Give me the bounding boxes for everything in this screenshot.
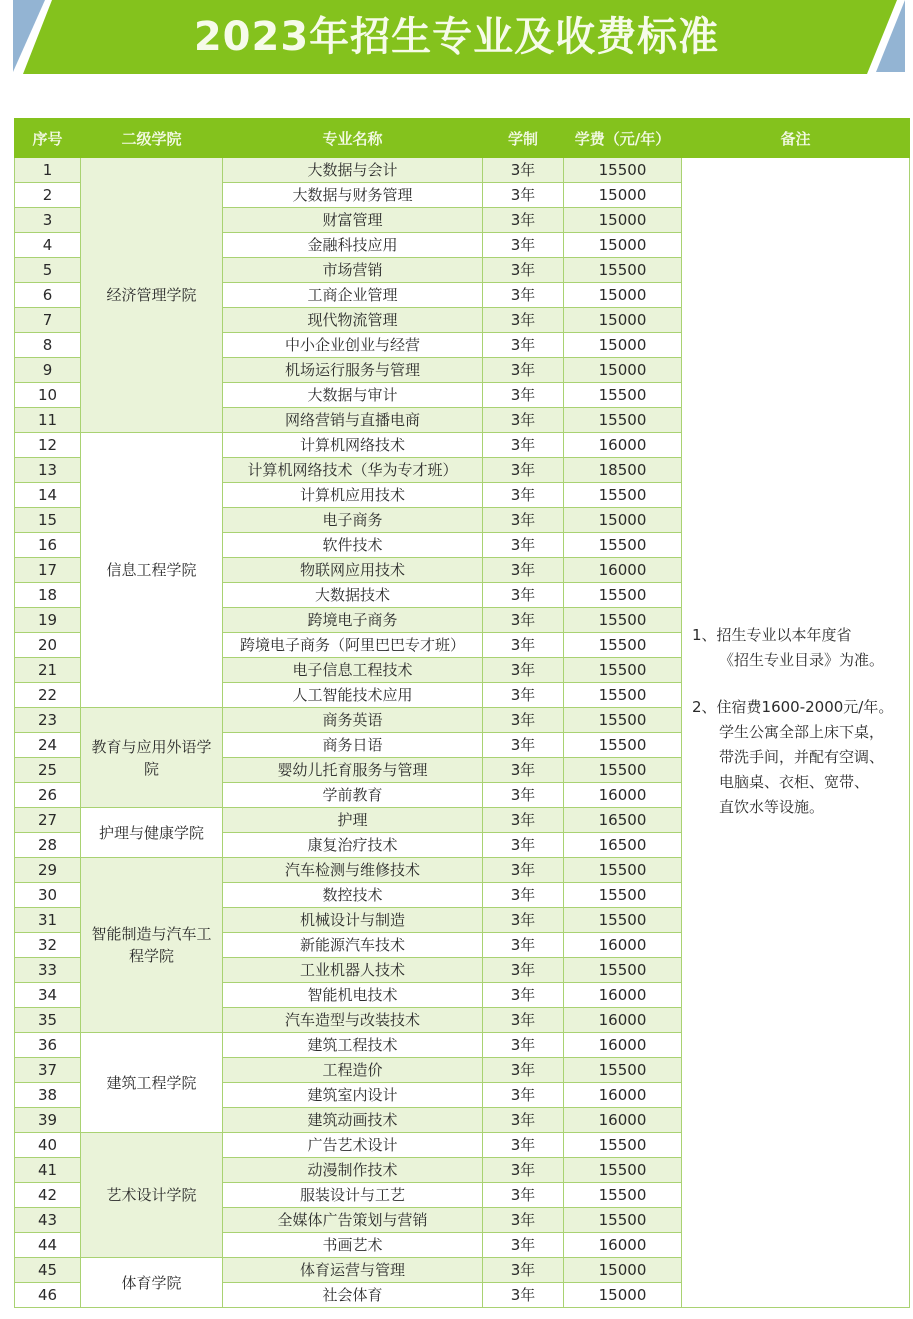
tuition-fee: 16000	[564, 783, 682, 808]
tuition-fee: 15500	[564, 408, 682, 433]
duration: 3年	[483, 208, 564, 233]
tuition-fee: 15500	[564, 1158, 682, 1183]
remark-item	[692, 695, 905, 820]
row-number: 6	[15, 283, 81, 308]
row-number: 45	[15, 1258, 81, 1283]
duration: 3年	[483, 458, 564, 483]
tuition-fee: 15500	[564, 958, 682, 983]
row-number: 24	[15, 733, 81, 758]
row-number: 31	[15, 908, 81, 933]
duration: 3年	[483, 658, 564, 683]
major-name: 计算机网络技术	[223, 433, 483, 458]
major-name: 人工智能技术应用	[223, 683, 483, 708]
remarks-content	[682, 158, 909, 820]
tuition-fee: 15500	[564, 258, 682, 283]
table-header	[15, 119, 910, 158]
tuition-fee: 15500	[564, 683, 682, 708]
major-name: 计算机网络技术（华为专才班）	[223, 458, 483, 483]
major-name: 工业机器人技术	[223, 958, 483, 983]
row-number: 34	[15, 983, 81, 1008]
tuition-fee: 15500	[564, 1133, 682, 1158]
major-name: 动漫制作技术	[223, 1158, 483, 1183]
college-name: 建筑工程学院	[81, 1033, 223, 1133]
major-name: 书画艺术	[223, 1233, 483, 1258]
row-number: 11	[15, 408, 81, 433]
duration: 3年	[483, 808, 564, 833]
row-number: 10	[15, 383, 81, 408]
major-name: 电子信息工程技术	[223, 658, 483, 683]
duration: 3年	[483, 1008, 564, 1033]
tuition-fee: 15500	[564, 708, 682, 733]
duration: 3年	[483, 608, 564, 633]
row-number: 38	[15, 1083, 81, 1108]
tuition-fee: 15500	[564, 758, 682, 783]
header-major: 专业名称	[223, 119, 483, 158]
major-name: 市场营销	[223, 258, 483, 283]
duration: 3年	[483, 1208, 564, 1233]
major-name: 学前教育	[223, 783, 483, 808]
duration: 3年	[483, 408, 564, 433]
row-number: 5	[15, 258, 81, 283]
duration: 3年	[483, 433, 564, 458]
duration: 3年	[483, 358, 564, 383]
duration: 3年	[483, 908, 564, 933]
major-name: 软件技术	[223, 533, 483, 558]
tuition-fee: 16000	[564, 1233, 682, 1258]
remarks-cell	[682, 158, 910, 1308]
duration: 3年	[483, 958, 564, 983]
major-name: 财富管理	[223, 208, 483, 233]
major-name: 物联网应用技术	[223, 558, 483, 583]
major-name: 全媒体广告策划与营销	[223, 1208, 483, 1233]
major-name: 建筑工程技术	[223, 1033, 483, 1058]
tuition-fee: 16500	[564, 833, 682, 858]
tuition-fee: 16000	[564, 1083, 682, 1108]
remark-line: 带洗手间，并配有空调、	[719, 748, 885, 766]
tuition-fee: 15500	[564, 733, 682, 758]
row-number: 32	[15, 933, 81, 958]
duration: 3年	[483, 1183, 564, 1208]
row-number: 16	[15, 533, 81, 558]
tuition-fee: 15500	[564, 658, 682, 683]
tuition-fee: 15500	[564, 633, 682, 658]
tuition-fee: 15000	[564, 308, 682, 333]
row-number: 9	[15, 358, 81, 383]
duration: 3年	[483, 708, 564, 733]
duration: 3年	[483, 1108, 564, 1133]
header-no: 序号	[15, 119, 81, 158]
table-row	[15, 158, 910, 183]
row-number: 12	[15, 433, 81, 458]
major-name: 汽车检测与维修技术	[223, 858, 483, 883]
major-name: 新能源汽车技术	[223, 933, 483, 958]
college-name: 教育与应用外语学院	[81, 708, 223, 808]
header-fee: 学费（元/年）	[564, 119, 682, 158]
row-number: 1	[15, 158, 81, 183]
major-name: 中小企业创业与经营	[223, 333, 483, 358]
major-name: 护理	[223, 808, 483, 833]
row-number: 15	[15, 508, 81, 533]
duration: 3年	[483, 258, 564, 283]
row-number: 13	[15, 458, 81, 483]
tuition-fee: 15500	[564, 883, 682, 908]
remark-line: 学生公寓全部上床下桌，	[719, 723, 885, 741]
major-name: 大数据技术	[223, 583, 483, 608]
duration: 3年	[483, 883, 564, 908]
tuition-fee: 16000	[564, 433, 682, 458]
tuition-fee: 15500	[564, 483, 682, 508]
tuition-fee: 16500	[564, 808, 682, 833]
major-name: 体育运营与管理	[223, 1258, 483, 1283]
major-name: 跨境电子商务（阿里巴巴专才班）	[223, 633, 483, 658]
header-remarks: 备注	[682, 119, 910, 158]
remark-line: 《招生专业目录》为准。	[719, 651, 885, 669]
tuition-fee: 15000	[564, 183, 682, 208]
major-name: 数控技术	[223, 883, 483, 908]
tuition-fee: 15500	[564, 608, 682, 633]
duration: 3年	[483, 833, 564, 858]
duration: 3年	[483, 633, 564, 658]
title-banner	[0, 0, 913, 78]
duration: 3年	[483, 983, 564, 1008]
row-number: 43	[15, 1208, 81, 1233]
tuition-fee: 15500	[564, 908, 682, 933]
tuition-fee: 16000	[564, 983, 682, 1008]
row-number: 17	[15, 558, 81, 583]
major-name: 建筑室内设计	[223, 1083, 483, 1108]
duration: 3年	[483, 1058, 564, 1083]
tuition-fee: 15500	[564, 1183, 682, 1208]
tuition-fee: 16000	[564, 1033, 682, 1058]
remark-item	[692, 623, 905, 673]
college-name: 艺术设计学院	[81, 1133, 223, 1258]
duration: 3年	[483, 383, 564, 408]
tuition-fee: 15500	[564, 858, 682, 883]
duration: 3年	[483, 1283, 564, 1308]
tuition-fee: 15500	[564, 533, 682, 558]
page-title: 2023年招生专业及收费标准	[193, 14, 720, 60]
major-name: 康复治疗技术	[223, 833, 483, 858]
tuition-fee: 15500	[564, 383, 682, 408]
duration: 3年	[483, 1133, 564, 1158]
tuition-fee: 15000	[564, 233, 682, 258]
remark-line: 直饮水等设施。	[719, 798, 825, 816]
major-name: 商务日语	[223, 733, 483, 758]
row-number: 36	[15, 1033, 81, 1058]
duration: 3年	[483, 483, 564, 508]
tuition-fee: 15500	[564, 158, 682, 183]
row-number: 37	[15, 1058, 81, 1083]
tuition-fee: 15500	[564, 1208, 682, 1233]
college-name: 信息工程学院	[81, 433, 223, 708]
major-name: 电子商务	[223, 508, 483, 533]
row-number: 42	[15, 1183, 81, 1208]
admissions-table	[14, 118, 909, 1308]
major-name: 大数据与财务管理	[223, 183, 483, 208]
duration: 3年	[483, 1158, 564, 1183]
row-number: 8	[15, 333, 81, 358]
row-number: 40	[15, 1133, 81, 1158]
remark-line: 2、住宿费1600-2000元/年。	[692, 698, 894, 716]
row-number: 22	[15, 683, 81, 708]
duration: 3年	[483, 783, 564, 808]
tuition-fee: 15500	[564, 583, 682, 608]
major-name: 金融科技应用	[223, 233, 483, 258]
row-number: 14	[15, 483, 81, 508]
row-number: 20	[15, 633, 81, 658]
major-name: 跨境电子商务	[223, 608, 483, 633]
duration: 3年	[483, 683, 564, 708]
major-name: 服装设计与工艺	[223, 1183, 483, 1208]
duration: 3年	[483, 333, 564, 358]
major-name: 广告艺术设计	[223, 1133, 483, 1158]
duration: 3年	[483, 1258, 564, 1283]
college-name: 体育学院	[81, 1258, 223, 1308]
tuition-fee: 15500	[564, 1058, 682, 1083]
row-number: 44	[15, 1233, 81, 1258]
tuition-fee: 15000	[564, 1258, 682, 1283]
college-name: 经济管理学院	[81, 158, 223, 433]
major-name: 商务英语	[223, 708, 483, 733]
tuition-fee: 15000	[564, 508, 682, 533]
duration: 3年	[483, 583, 564, 608]
college-name: 护理与健康学院	[81, 808, 223, 858]
row-number: 25	[15, 758, 81, 783]
duration: 3年	[483, 183, 564, 208]
tuition-fee: 15000	[564, 333, 682, 358]
duration: 3年	[483, 233, 564, 258]
major-name: 机械设计与制造	[223, 908, 483, 933]
major-name: 网络营销与直播电商	[223, 408, 483, 433]
duration: 3年	[483, 1233, 564, 1258]
row-number: 18	[15, 583, 81, 608]
major-name: 机场运行服务与管理	[223, 358, 483, 383]
row-number: 39	[15, 1108, 81, 1133]
major-name: 婴幼儿托育服务与管理	[223, 758, 483, 783]
row-number: 30	[15, 883, 81, 908]
row-number: 19	[15, 608, 81, 633]
row-number: 41	[15, 1158, 81, 1183]
row-number: 35	[15, 1008, 81, 1033]
duration: 3年	[483, 283, 564, 308]
row-number: 3	[15, 208, 81, 233]
major-name: 计算机应用技术	[223, 483, 483, 508]
row-number: 2	[15, 183, 81, 208]
tuition-fee: 15000	[564, 358, 682, 383]
header-college: 二级学院	[81, 119, 223, 158]
row-number: 33	[15, 958, 81, 983]
header-duration: 学制	[483, 119, 564, 158]
college-name: 智能制造与汽车工程学院	[81, 858, 223, 1033]
major-name: 社会体育	[223, 1283, 483, 1308]
tuition-fee: 18500	[564, 458, 682, 483]
tuition-fee: 16000	[564, 1108, 682, 1133]
duration: 3年	[483, 933, 564, 958]
row-number: 27	[15, 808, 81, 833]
tuition-fee: 15000	[564, 208, 682, 233]
duration: 3年	[483, 508, 564, 533]
tuition-fee: 16000	[564, 558, 682, 583]
row-number: 46	[15, 1283, 81, 1308]
duration: 3年	[483, 758, 564, 783]
duration: 3年	[483, 158, 564, 183]
major-name: 智能机电技术	[223, 983, 483, 1008]
row-number: 7	[15, 308, 81, 333]
major-name: 建筑动画技术	[223, 1108, 483, 1133]
remark-line: 1、招生专业以本年度省	[692, 626, 852, 644]
major-name: 现代物流管理	[223, 308, 483, 333]
row-number: 26	[15, 783, 81, 808]
row-number: 28	[15, 833, 81, 858]
row-number: 23	[15, 708, 81, 733]
duration: 3年	[483, 533, 564, 558]
duration: 3年	[483, 733, 564, 758]
duration: 3年	[483, 308, 564, 333]
duration: 3年	[483, 558, 564, 583]
major-name: 工程造价	[223, 1058, 483, 1083]
tuition-fee: 15000	[564, 1283, 682, 1308]
tuition-fee: 16000	[564, 1008, 682, 1033]
row-number: 4	[15, 233, 81, 258]
row-number: 21	[15, 658, 81, 683]
duration: 3年	[483, 1083, 564, 1108]
tuition-fee: 16000	[564, 933, 682, 958]
duration: 3年	[483, 858, 564, 883]
duration: 3年	[483, 1033, 564, 1058]
remark-line: 电脑桌、衣柜、宽带、	[719, 773, 870, 791]
major-name: 大数据与审计	[223, 383, 483, 408]
tuition-fee: 15000	[564, 283, 682, 308]
major-name: 汽车造型与改装技术	[223, 1008, 483, 1033]
major-name: 大数据与会计	[223, 158, 483, 183]
row-number: 29	[15, 858, 81, 883]
major-name: 工商企业管理	[223, 283, 483, 308]
